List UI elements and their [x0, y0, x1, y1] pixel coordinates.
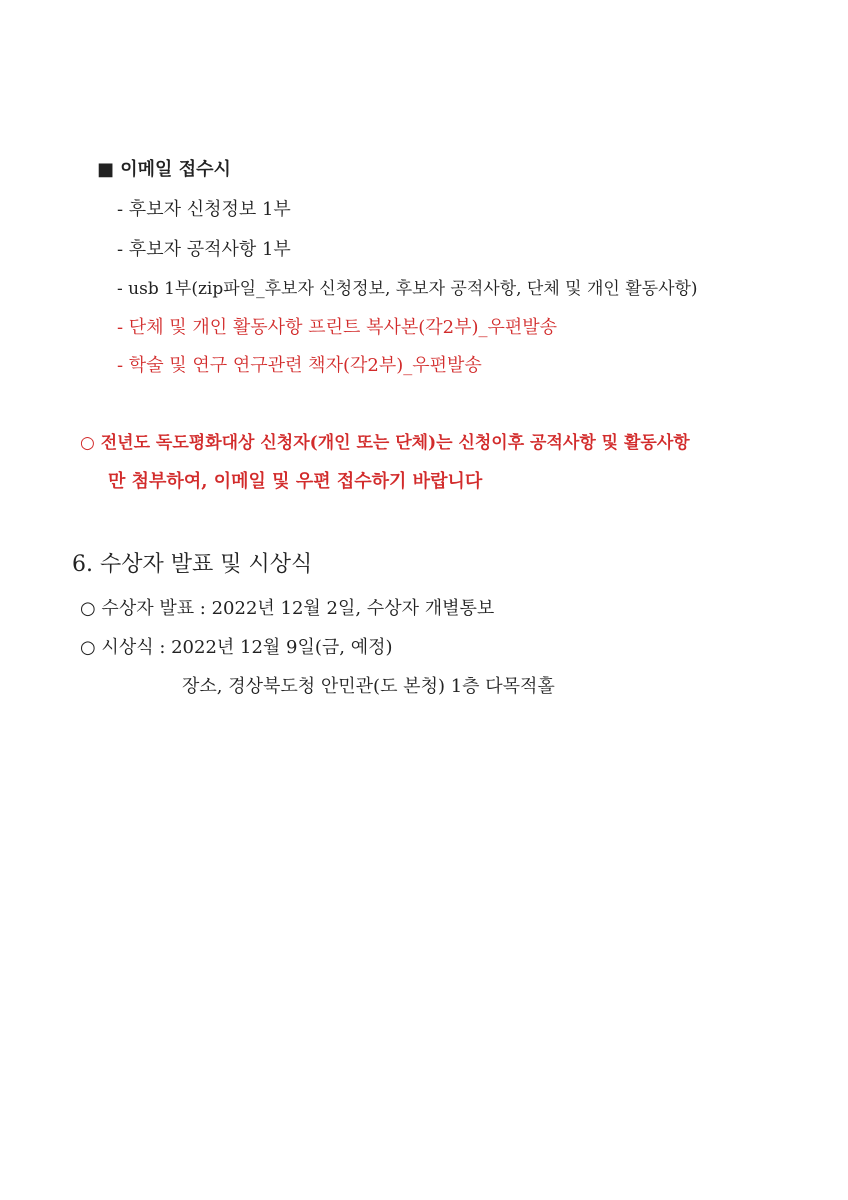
- venue-line: 장소, 경상북도청 안민관(도 본청) 1층 다목적홀: [182, 676, 555, 697]
- announcement-line: ○ 수상자 발표 : 2022년 12월 2일, 수상자 개별통보: [80, 598, 495, 619]
- list-item: - usb 1부(zip파일_후보자 신청정보, 후보자 공적사항, 단체 및 개인 활동사항): [117, 279, 698, 299]
- section-title: 6. 수상자 발표 및 시상식: [72, 552, 313, 577]
- email-section-header: ■ 이메일 접수시: [97, 159, 231, 180]
- notice-line-1: ○ 전년도 독도평화대상 신청자(개인 또는 단체)는 신청이후 공적사항 및 활동사항: [80, 433, 690, 453]
- list-item: - 학술 및 연구 연구관련 책자(각2부)_우편발송: [117, 355, 482, 376]
- notice-line-2: 만 첨부하여, 이메일 및 우편 접수하기 바랍니다: [108, 471, 483, 492]
- list-item: - 후보자 공적사항 1부: [117, 239, 291, 260]
- list-item: - 후보자 신청정보 1부: [117, 199, 291, 220]
- ceremony-line: ○ 시상식 : 2022년 12월 9일(금, 예정): [80, 637, 393, 658]
- list-item: - 단체 및 개인 활동사항 프린트 복사본(각2부)_우편발송: [117, 317, 558, 338]
